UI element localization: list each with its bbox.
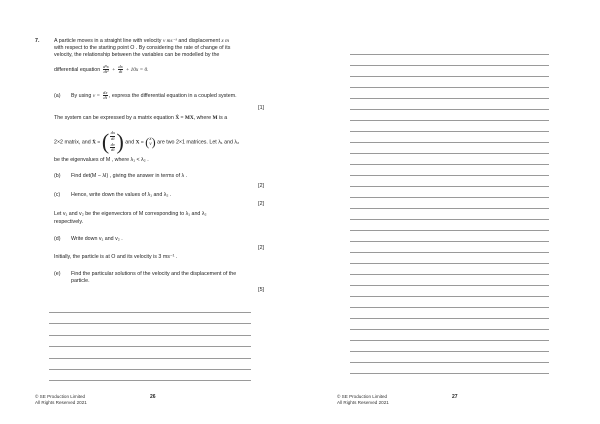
part-d-label: (d) <box>54 236 61 242</box>
answer-line <box>350 65 549 66</box>
answer-line <box>350 318 549 319</box>
part-c-text: Hence, write down the values of λ₁ and λ₂ . <box>71 192 172 198</box>
intro-line-3: velocity, the relationship between the variables can be modelled by the <box>54 52 220 58</box>
part-e-marks: [5] <box>258 287 264 293</box>
answer-line <box>49 369 251 370</box>
answer-line <box>350 230 549 231</box>
answer-line <box>350 362 549 363</box>
answer-line <box>49 312 251 313</box>
answer-line <box>350 296 549 297</box>
xdot-vector: dx dt dv dt <box>110 130 115 153</box>
answer-line <box>350 252 549 253</box>
part-a-marks: [1] <box>258 105 264 111</box>
answer-line <box>350 186 549 187</box>
intro-line-2: with respect to the starting point O . By considering the rate of change of its <box>54 45 231 51</box>
answer-line <box>350 54 549 55</box>
initial-condition-text: Initially, the particle is at O and its velocity is 3 ms⁻¹ . <box>54 254 178 260</box>
answer-line <box>350 208 549 209</box>
part-b-text: Find det(M − λI) , giving the answer in terms of λ . <box>71 173 188 179</box>
part-e-line-2: particle. <box>71 278 90 284</box>
intro-line-1: A particle moves in a straight line with velocity v ms⁻¹ and displacement x m <box>54 38 229 44</box>
answer-line <box>350 76 549 77</box>
answer-line <box>49 346 251 347</box>
answer-line <box>350 142 549 143</box>
right-footer: © SE Production Limited All Rights Reserved 2021 <box>337 394 389 405</box>
eigenvector-line-2: respectively. <box>54 219 84 225</box>
answer-line <box>350 340 549 341</box>
answer-line <box>49 323 251 324</box>
question-number: 7. <box>35 38 40 44</box>
answer-line <box>350 164 549 165</box>
system-line-2: 2×2 matrix, and Ẋ = ( dx dt dv dt ) and X = ( x v ) are two 2×1 matrices. Let λ₁ and λ₂ <box>54 129 240 154</box>
answer-line <box>350 263 549 264</box>
answer-line <box>350 109 549 110</box>
left-footer: © SE Production Limited All Rights Reserved 2021 <box>35 394 87 405</box>
answer-line <box>350 285 549 286</box>
answer-line <box>350 373 549 374</box>
part-b-label: (b) <box>54 173 61 179</box>
answer-line <box>350 274 549 275</box>
answer-line <box>350 241 549 242</box>
answer-line <box>350 87 549 88</box>
system-line-1: The system can be expressed by a matrix equation Ẋ = MX, where M is a <box>54 115 228 121</box>
second-derivative-fraction: $\frac{\text{d²x}}{\text{dt²}}$ <box>103 63 109 75</box>
answer-line <box>350 219 549 220</box>
answer-line <box>49 335 251 336</box>
answer-line <box>49 358 251 359</box>
answer-line <box>350 120 549 121</box>
answer-line <box>350 175 549 176</box>
system-line-3: be the eigenvalues of M , where λ₁ < λ₂ . <box>54 157 149 163</box>
answer-line <box>350 197 549 198</box>
eigenvector-line-1: Let v₁ and v₂ be the eigenvectors of M corresponding to λ₁ and λ₂ <box>54 211 207 217</box>
first-derivative-fraction: $\frac{dx}{dt}$ <box>118 63 123 75</box>
answer-line <box>350 351 549 352</box>
part-d-text: Write down v₁ and v₂ . <box>71 236 123 242</box>
answer-line <box>350 329 549 330</box>
answer-line <box>49 380 251 381</box>
part-a-text: By using v = $\frac{dx}{dt}$ , express the differential equation in a coupled system. <box>71 89 237 101</box>
part-c-label: (c) <box>54 192 61 198</box>
left-page-number: 26 <box>150 394 156 400</box>
part-a-label: (a) <box>54 93 61 99</box>
part-d-marks: [2] <box>258 245 264 251</box>
part-e-line-1: Find the particular solutions of the velocity and the displacement of the <box>71 271 237 277</box>
answer-line <box>350 153 549 154</box>
part-c-marks: [2] <box>258 201 264 207</box>
right-page <box>300 0 600 424</box>
answer-line <box>350 98 549 99</box>
x-vector: x v <box>149 136 152 147</box>
answer-line <box>350 131 549 132</box>
answer-line <box>350 307 549 308</box>
right-page-number: 27 <box>452 394 458 400</box>
part-b-marks: [2] <box>258 183 264 189</box>
part-e-label: (e) <box>54 271 61 277</box>
differential-equation-line: differential equation $\frac{\text{d²x}}{\text{dt²}}$ + $\frac{dx}{dt}$ + 10x = 0. <box>54 63 149 75</box>
